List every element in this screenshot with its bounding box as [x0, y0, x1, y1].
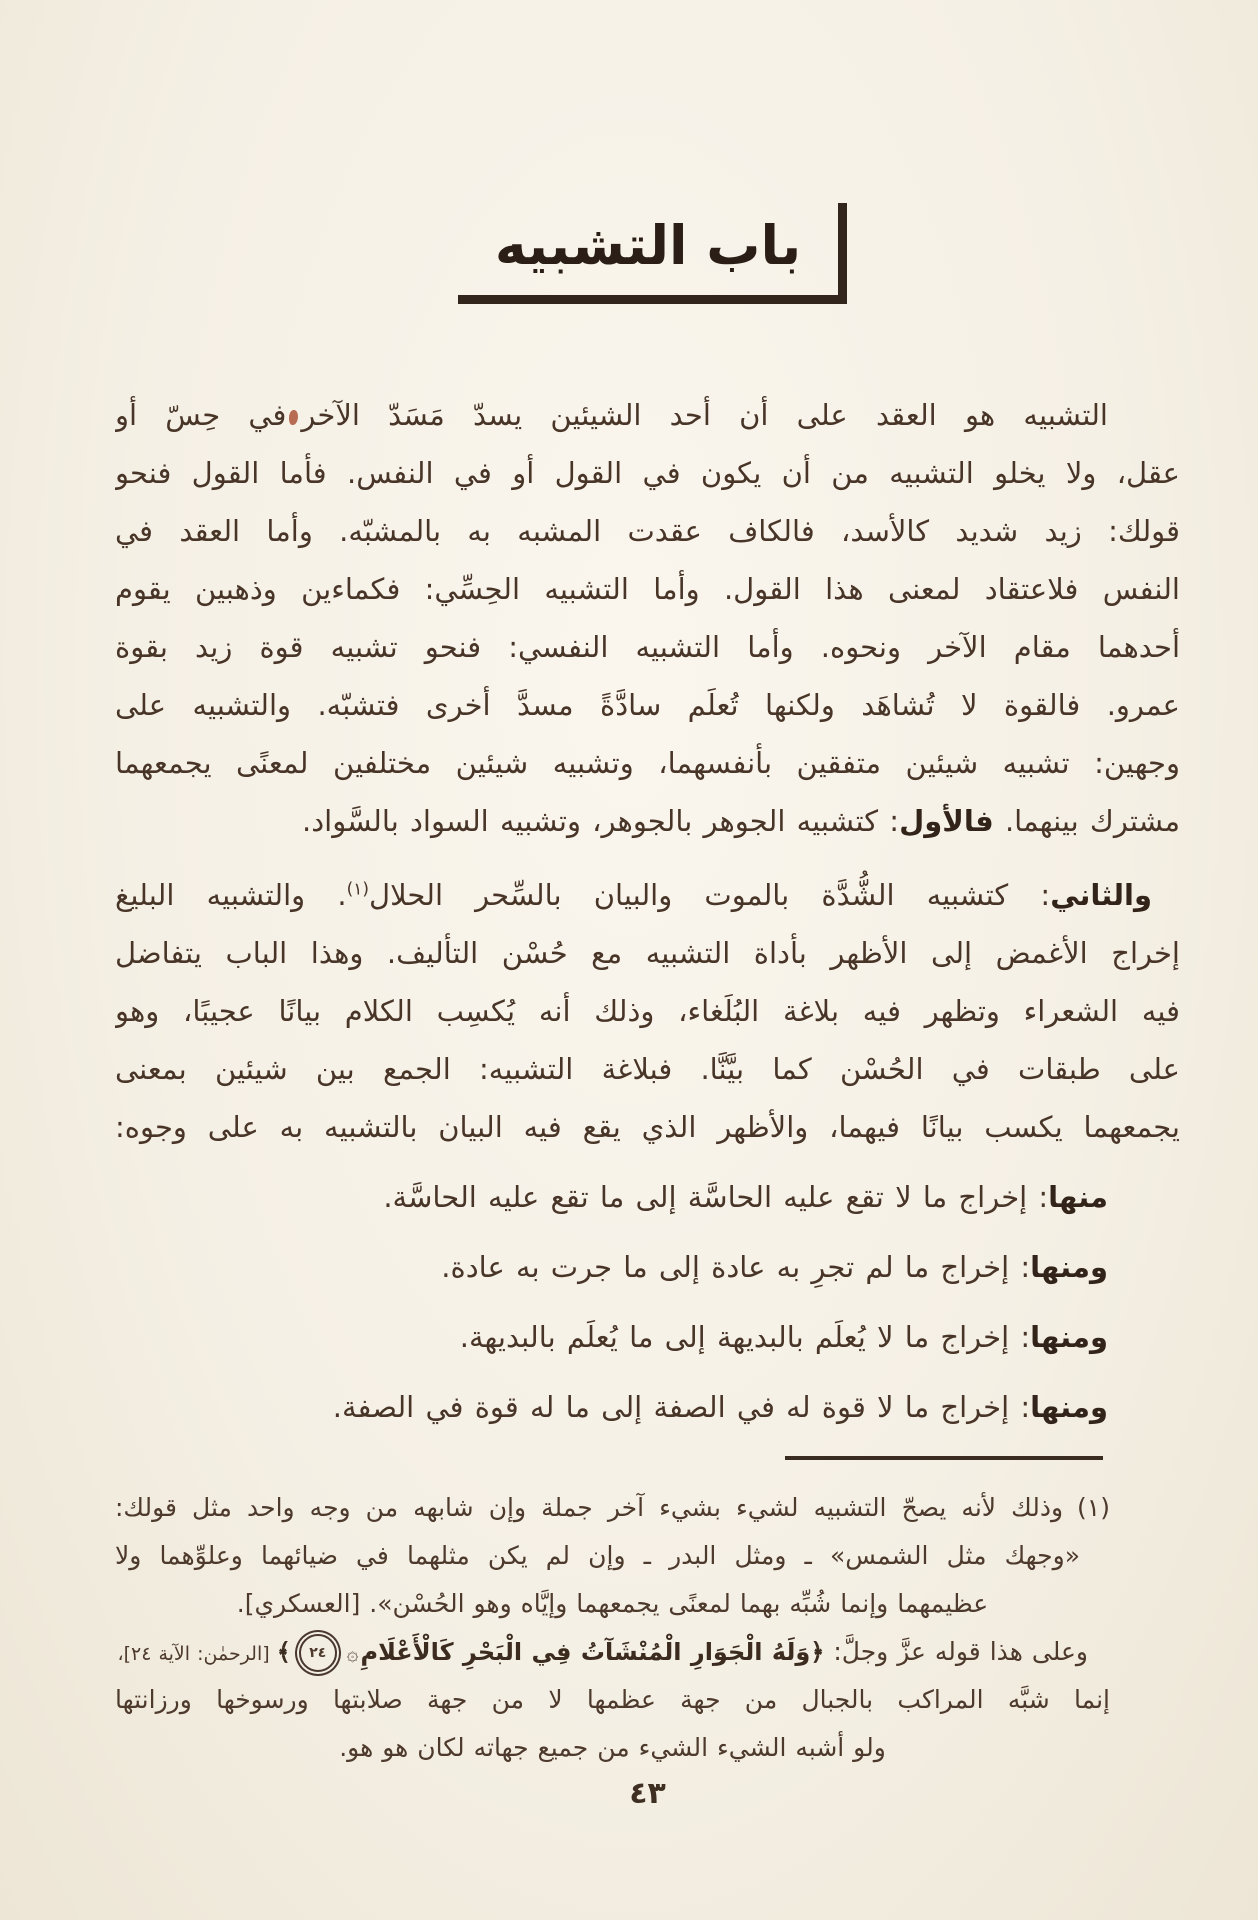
verse-citation: [الرحمٰن: الآية ٢٤]،: [117, 1643, 277, 1665]
list-item: [115, 1238, 1180, 1296]
body-line: النفس فلاعتقاد لمعنى هذا القول. وأما التشبيه الحِسِّي: فكماءين وذهبين يقوم: [115, 572, 1180, 606]
ink-blot-artifact: [289, 410, 298, 425]
quran-verse-line: [115, 1628, 1110, 1676]
emphasis-first: فالأول: [899, 804, 994, 838]
body-line: فيه الشعراء وتظهر فيه بلاغة البُلَغاء، وذلك أنه يُكسِب الكلام بيانًا عجيبًا، وهو: [115, 994, 1180, 1028]
footnote-marker: (١): [1077, 1493, 1110, 1522]
quran-verse-text: وَلَهُ الْجَوَارِ الْمُنْشَآتُ فِي الْبَحْرِ كَالْأَعْلَامِ: [360, 1638, 811, 1666]
ornate-bracket-open: ﴿: [810, 1638, 825, 1666]
body-text: : كتشبيه الجوهر بالجوهر، وتشبيه السواد بالسَّواد.: [302, 804, 900, 838]
ayah-number-medallion: ٢٤: [299, 1634, 337, 1672]
paragraph-2: [115, 866, 1180, 1156]
page-number: ٤٣: [629, 1776, 666, 1811]
emphasis-second: والثاني: [1050, 878, 1152, 912]
body-line: وجهين: تشبيه شيئين متفقين بأنفسهما، وتشبيه شيئين مختلفين لمعنًى يجمعهما: [115, 746, 1180, 780]
body-text: مشترك بينهما.: [993, 804, 1180, 838]
list-item-label: ومنها: [1030, 1250, 1108, 1284]
body-text: في حِسّ أو: [115, 398, 287, 432]
body-line: عقل، ولا يخلو التشبيه من أن يكون في القول أو في النفس. فأما القول فنحو: [115, 456, 1180, 490]
body-line: [115, 792, 1180, 850]
body-line: [115, 386, 1180, 444]
body-line: [115, 866, 1180, 924]
body-text: : كتشبيه الشُّدَّة بالموت والبيان بالسِّحر الحلال: [369, 878, 1051, 912]
body-text: التشبيه هو العقد على أن أحد الشيئين يسدّ مَسَدّ الآخر: [301, 398, 1108, 432]
paragraph-1: [115, 386, 1180, 850]
list-item: [115, 1378, 1180, 1436]
list-item-text: : إخراج ما لم تجرِ به عادة إلى ما جرت به عادة.: [441, 1250, 1031, 1284]
body-line: على طبقات في الحُسْن كما بيَّنَّا. فبلاغة التشبيه: الجمع بين شيئين بمعنى: [115, 1052, 1180, 1086]
body-line: عمرو. فالقوة لا تُشاهَد ولكنها تُعلَم سادَّةً مسدَّ أخرى فتشبّه. والتشبيه على: [115, 688, 1180, 722]
footnote-line: «وجهك مثل الشمس» ـ ومثل البدر ـ وإن لم يكن مثلهما في ضيائهما وعلوِّهما ولا: [115, 1541, 1080, 1570]
body-line: يجمعهما يكسب بيانًا فيهما، والأظهر الذي يقع فيه البيان بالتشبيه به على وجوه:: [115, 1110, 1180, 1144]
list-item-text: : إخراج ما لا يُعلَم بالبديهة إلى ما يُعلَم بالبديهة.: [459, 1320, 1031, 1354]
footnote-separator: [785, 1456, 1103, 1460]
list-item: [115, 1168, 1180, 1226]
list-item-text: : إخراج ما لا قوة له في الصفة إلى ما له قوة في الصفة.: [332, 1390, 1031, 1424]
body-line: إخراج الأغمض إلى الأظهر بأداة التشبيه مع حُسْن التأليف. وهذا الباب يتفاضل: [115, 936, 1180, 970]
chapter-title: باب التشبيه: [494, 214, 802, 277]
footnote: [115, 1484, 1110, 1772]
verse-intro: وعلى هذا قوله عزَّ وجلَّ:: [824, 1637, 1088, 1666]
body-line: أحدهما مقام الآخر ونحوه. وأما التشبيه النفسي: فنحو تشبيه قوة زيد بقوة: [115, 630, 1180, 664]
footnote-reference: (١): [346, 879, 370, 900]
body-text: . والتشبيه البليغ: [115, 878, 347, 912]
list-item-label: ومنها: [1030, 1390, 1108, 1424]
ornate-bracket-close: ﴾: [276, 1638, 291, 1666]
rosette-ornament-icon: ۞: [346, 1641, 359, 1665]
body-line: قولك: زيد شديد كالأسد، فالكاف عقدت المشبه به بالمشبّه. وأما العقد في: [115, 514, 1180, 548]
footnote-text: وذلك لأنه يصحّ التشبيه لشيء بشيء آخر جملة وإن شابهه من وجه واحد مثل قولك:: [115, 1493, 1064, 1522]
list-item: [115, 1308, 1180, 1366]
footnote-line: عظيمهما وإنما شُبِّه بهما لمعنًى يجمعهما وإيَّاه وهو الحُسْن». [العسكري].: [236, 1589, 989, 1618]
aspects-list: [115, 1168, 1180, 1436]
footnote-line: ولو أشبه الشيء الشيء من جميع جهاته لكان هو هو.: [339, 1733, 886, 1762]
footnote-line: إنما شبَّه المراكب بالجبال من جهة عظمها لا من جهة صلابتها ورسوخها ورزانتها: [115, 1685, 1110, 1714]
chapter-title-bracket: [458, 203, 847, 304]
footnote-line: [115, 1484, 1110, 1532]
list-item-label: ومنها: [1030, 1320, 1108, 1354]
list-item-text: : إخراج ما لا تقع عليه الحاسَّة إلى ما تقع عليه الحاسَّة.: [383, 1180, 1049, 1214]
page-body: [115, 386, 1180, 1814]
list-item-label: منها: [1048, 1180, 1108, 1214]
